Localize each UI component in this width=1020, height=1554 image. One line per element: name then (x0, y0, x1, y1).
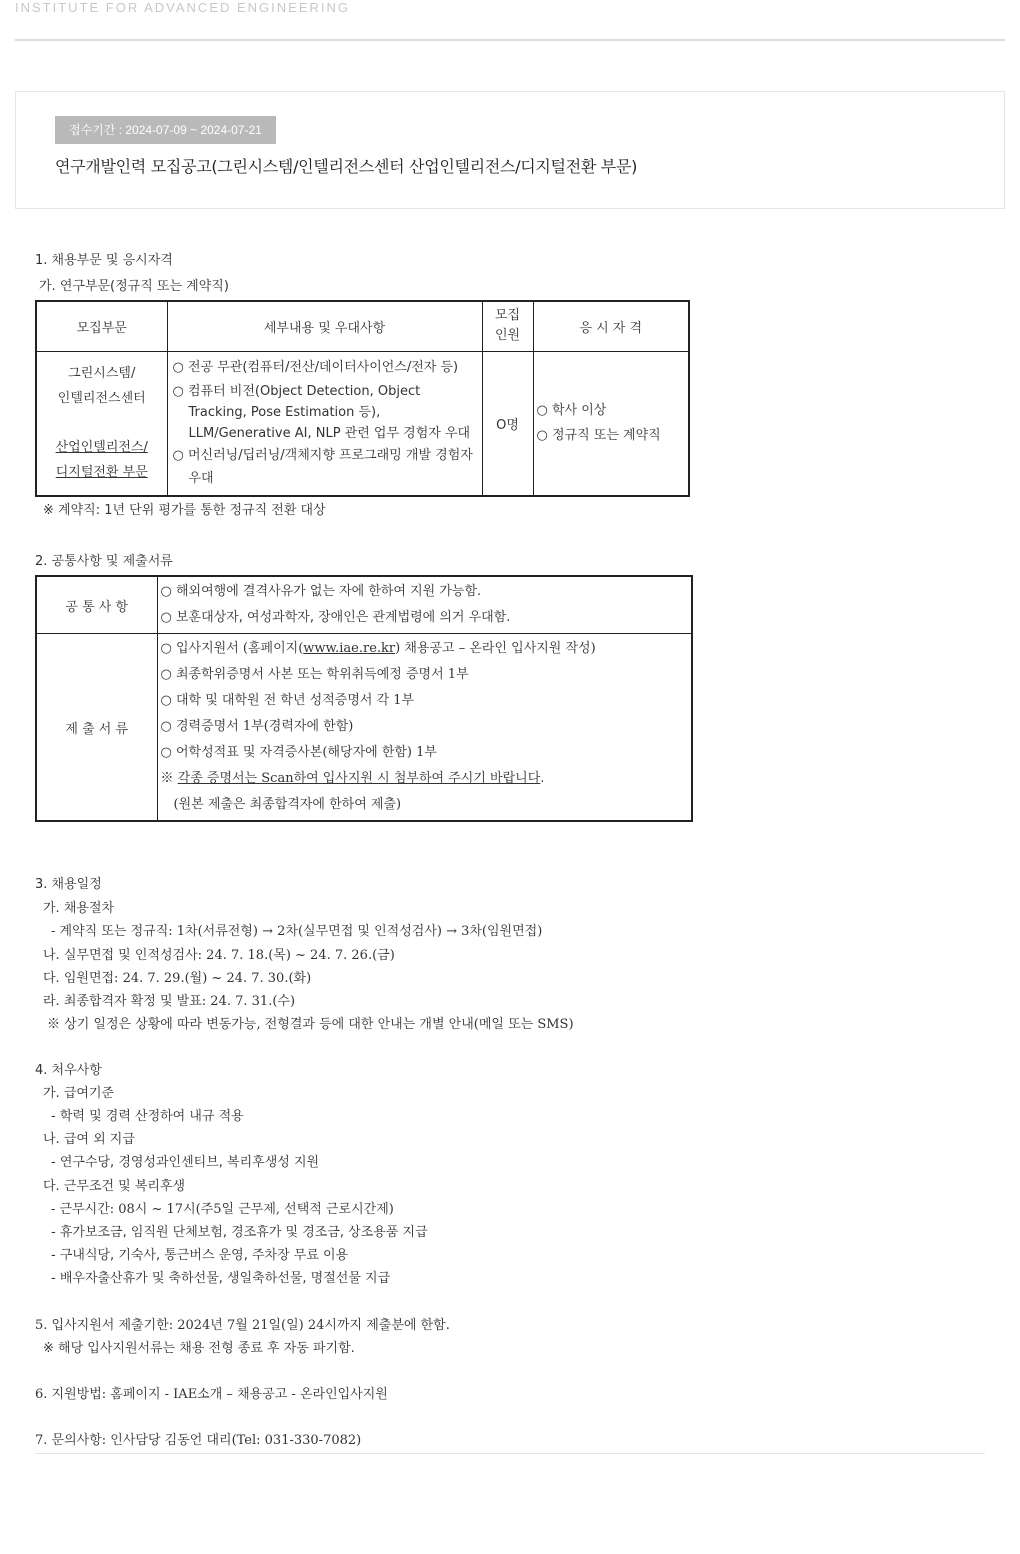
document-item: ○ 어학성적표 및 자격증사본(해당자에 한함) 1부 (160, 745, 437, 760)
benefit-line: - 연구수당, 경영성과인센티브, 복리후생성 지원 (51, 1155, 320, 1170)
scan-instruction-end: . (540, 771, 545, 786)
headcount-cell: O명 (482, 351, 533, 496)
section-7-heading: 7. 문의사항: 인사담당 김동언 대리(Tel: 031-330-7082) (35, 1433, 362, 1448)
common-item: ○ 해외여행에 결격사유가 없는 자에 한하여 지원 가능함. (160, 584, 482, 599)
scan-instruction-text: 각종 증명서는 Scan하여 입사지원 시 첨부하여 주시기 바랍니다 (177, 771, 541, 786)
document-item: ○ 대학 및 대학원 전 학년 성적증명서 각 1부 (160, 693, 415, 708)
col-header-count-line1: 모집 (494, 308, 521, 324)
common-label-cell: 공 통 사 항 (36, 576, 157, 634)
document-item (161, 636, 689, 662)
schedule-line: 나. 실무면접 및 인적성검사: 24. 7. 18.(목) ~ 24. 7. 26.(금) (43, 948, 395, 963)
section-2-heading: 2. 공통사항 및 제출서류 (35, 554, 173, 569)
benefit-line: 다. 근무조건 및 복리후생 (43, 1179, 186, 1194)
document-item-prefix: ○ 입사지원서 (홈페이지( (160, 641, 304, 656)
contract-note: ※ 계약직: 1년 단위 평가를 통한 정규직 전환 대상 (43, 503, 326, 518)
header-divider (15, 39, 1005, 41)
schedule-line: - 계약직 또는 정규직: 1차(서류전형) → 2차(실무면접 및 인적성검사) → 3차(임원면접) (51, 924, 543, 939)
benefit-line: 나. 급여 외 지급 (43, 1132, 135, 1147)
benefit-line: 가. 급여기준 (43, 1086, 115, 1101)
schedule-line: ※ 상기 일정은 상황에 따라 변동가능, 전형결과 등에 대한 안내는 개별 안내(메일 또는 SMS) (47, 1017, 574, 1032)
footer-divider (35, 1453, 985, 1454)
details-cell (167, 351, 482, 496)
qualification-item: ○ 학사 이상 (536, 403, 607, 419)
documents-label-cell: 제 출 서 류 (36, 634, 157, 822)
col-header-details: 세부내용 및 우대사항 (167, 301, 482, 351)
col-header-count-line2: 인원 (494, 328, 521, 344)
document-item-suffix: ) 채용공고 – 온라인 입사지원 작성) (395, 641, 596, 656)
section-6-heading: 6. 지원방법: 홈페이지 - IAE소개 – 채용공고 - 온라인입사지원 (35, 1387, 388, 1402)
col-header-count (482, 301, 533, 351)
document-item: ○ 최종학위증명서 사본 또는 학위취득예정 증명서 1부 (160, 667, 469, 682)
notice-title: 연구개발인력 모집공고(그린시스템/인텔리전스센터 산업인텔리전스/디지털전환 부문) (55, 157, 638, 176)
schedule-line: 다. 임원면접: 24. 7. 29.(월) ~ 24. 7. 30.(화) (43, 971, 312, 986)
section-4-heading: 4. 처우사항 (35, 1063, 102, 1078)
original-submission-note: (원본 제출은 최종합격자에 한하여 제출) (173, 797, 402, 812)
col-header-qualifications: 응 시 자 격 (533, 301, 689, 351)
application-period-badge: 접수기간 : 2024-07-09 ~ 2024-07-21 (55, 116, 276, 144)
qualification-item: ○ 정규직 또는 계약직 (536, 428, 661, 444)
section-1-heading: 1. 채용부문 및 응시자격 (35, 253, 173, 268)
department-cell (36, 351, 167, 496)
benefit-line: - 구내식당, 기숙사, 통근버스 운영, 주차장 무료 이용 (51, 1248, 349, 1263)
document-item: ○ 경력증명서 1부(경력자에 한함) (160, 719, 354, 734)
qualifications-cell (533, 351, 689, 496)
documents-cell (157, 634, 692, 822)
institute-subtitle: INSTITUTE FOR ADVANCED ENGINEERING (15, 0, 351, 15)
schedule-line: 라. 최종합격자 확정 및 발표: 24. 7. 31.(수) (43, 994, 296, 1009)
benefit-line: - 학력 및 경력 산정하여 내규 적용 (51, 1109, 244, 1124)
benefit-line: - 근무시간: 08시 ~ 17시(주5일 근무제, 선택적 근로시간제) (51, 1202, 394, 1217)
department-line-3: 산업인텔리전스/ (55, 440, 148, 456)
benefit-line: - 배우자출산휴가 및 축하선물, 생일축하선물, 명절선물 지급 (51, 1271, 391, 1286)
homepage-link[interactable]: www.iae.re.kr (303, 641, 396, 656)
detail-item: ○ 전공 무관(컴퓨터/전산/데이터사이언스/전자 등) (172, 360, 459, 376)
benefit-line: - 휴가보조금, 임직원 단체보험, 경조휴가 및 경조금, 상조용품 지급 (51, 1225, 428, 1240)
requirements-table (35, 575, 693, 822)
schedule-line: 가. 채용절차 (43, 901, 115, 916)
notice-header-box (15, 91, 1005, 209)
department-line-2: 인텔리전스센터 (57, 391, 146, 407)
section-5-heading: 5. 입사지원서 제출기한: 2024년 7월 21일(일) 24시까지 제출분에 한함. (35, 1318, 450, 1333)
scan-mark: ※ (160, 771, 178, 786)
department-line-4: 디지털전환 부문 (55, 465, 148, 481)
section-5-note: ※ 해당 입사지원서류는 채용 전형 종료 후 자동 파기함. (43, 1341, 355, 1356)
col-header-department: 모집부문 (36, 301, 167, 351)
section-1-subheading: 가. 연구부문(정규직 또는 계약직) (39, 279, 229, 294)
common-items-cell (157, 576, 692, 634)
department-line-1: 그린시스템/ (68, 366, 136, 382)
common-item: ○ 보훈대상자, 여성과학자, 장애인은 관계법령에 의거 우대함. (160, 610, 511, 625)
detail-item: ○ 머신러닝/딥러닝/객체지향 프로그래밍 개발 경험자 우대 (172, 448, 473, 487)
recruitment-table (35, 300, 690, 497)
section-3-heading: 3. 채용일정 (35, 877, 102, 892)
scan-instruction (161, 766, 689, 792)
detail-item: ○ 컴퓨터 비전(Object Detection, Object Tracking, Pose Estimation 등), LLM/Generative AI, NLP 관련 업무 경험자 우대 (172, 384, 471, 442)
